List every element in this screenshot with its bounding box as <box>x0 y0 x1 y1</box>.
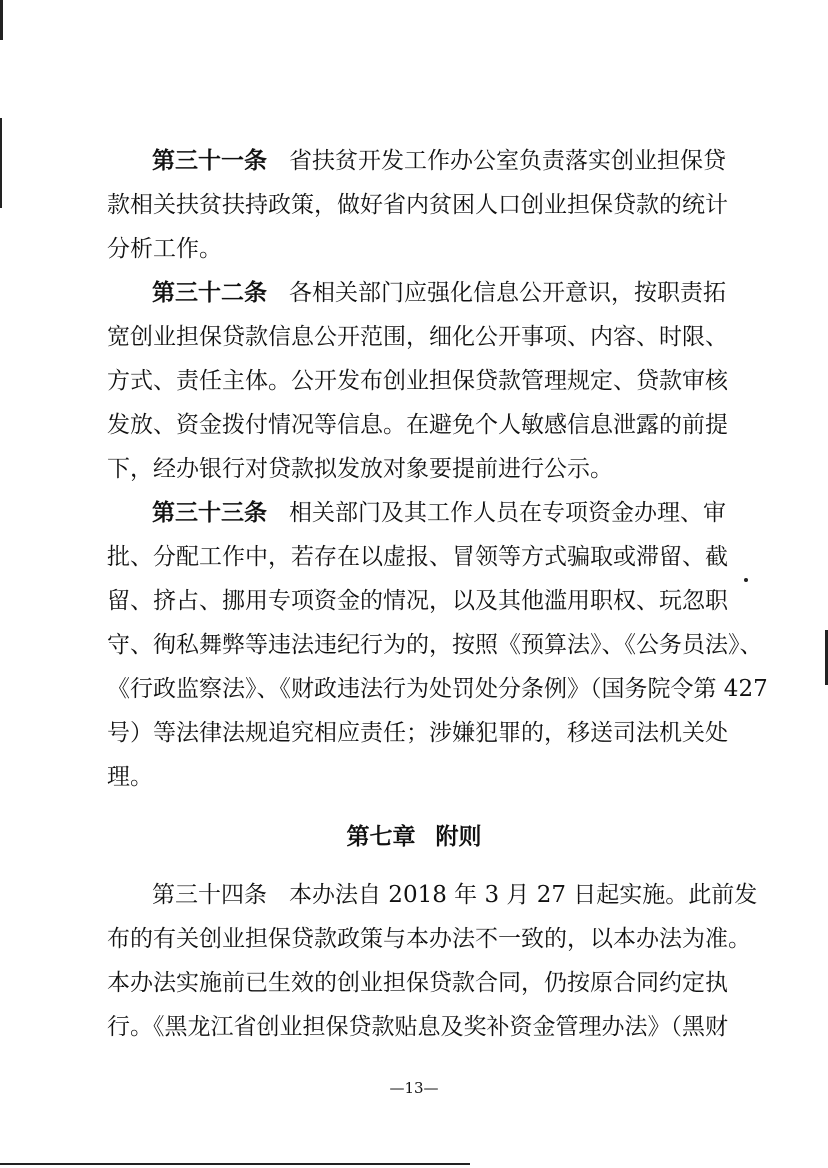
page-number: —13— <box>389 1079 439 1097</box>
article-32-number: 第三十二条 <box>152 279 267 306</box>
article-34-first-line: 第三十四条 本办法自 2018 年 3 月 27 日起实施。此前发 <box>152 882 758 908</box>
text-line: 留、挤占、挪用专项资金的情况，以及其他滥用职权、玩忽职 <box>107 588 728 614</box>
chapter-heading <box>0 822 828 852</box>
scan-border-top-left <box>0 0 3 40</box>
text-line: 款相关扶贫扶持政策，做好省内贫困人口创业担保贷款的统计 <box>107 192 728 218</box>
article-32-first-line: 第三十二条 各相关部门应强化信息公开意识，按职责拓 <box>152 279 726 306</box>
text-line: 行。《黑龙江省创业担保贷款贴息及奖补资金管理办法》（黑财 <box>107 1014 728 1040</box>
scan-dot <box>744 578 748 582</box>
text-line: 守、徇私舞弊等违法违纪行为的，按照《预算法》、《公务员法》、 <box>107 632 763 658</box>
article-33-number: 第三十三条 <box>152 499 267 526</box>
chapter-title: 附则 <box>435 823 482 850</box>
text-line: 分析工作。 <box>107 236 222 262</box>
scan-border-bottom <box>0 1163 470 1165</box>
article-34-number: 第三十四条 <box>152 882 267 908</box>
chapter-number: 第七章 <box>346 823 416 850</box>
text-line: 下，经办银行对贷款拟发放对象要提前进行公示。 <box>107 456 613 482</box>
scan-border-left <box>0 118 2 208</box>
text-line: 《行政监察法》、《财政违法行为处罚处分条例》（国务院令第 427 <box>107 676 768 702</box>
article-31-first-line: 第三十一条 省扶贫开发工作办公室负责落实创业担保贷 <box>152 147 726 174</box>
text-line: 本办法实施前已生效的创业担保贷款合同，仍按原合同约定执 <box>107 970 728 996</box>
text-line: 方式、责任主体。公开发布创业担保贷款管理规定、贷款审核 <box>107 368 728 394</box>
text-line: 布的有关创业担保贷款政策与本办法不一致的，以本办法为准。 <box>107 926 751 952</box>
text-line: 批、分配工作中，若存在以虚报、冒领等方式骗取或滞留、截 <box>107 544 728 570</box>
article-33-first-line: 第三十三条 相关部门及其工作人员在专项资金办理、审 <box>152 499 726 526</box>
text-line: 号）等法律法规追究相应责任；涉嫌犯罪的，移送司法机关处 <box>107 720 728 746</box>
text-line: 发放、资金拨付情况等信息。在避免个人敏感信息泄露的前提 <box>107 412 728 438</box>
text-line: 宽创业担保贷款信息公开范围，细化公开事项、内容、时限、 <box>107 324 728 350</box>
article-31-number: 第三十一条 <box>152 147 267 174</box>
text-line: 理。 <box>107 764 153 790</box>
